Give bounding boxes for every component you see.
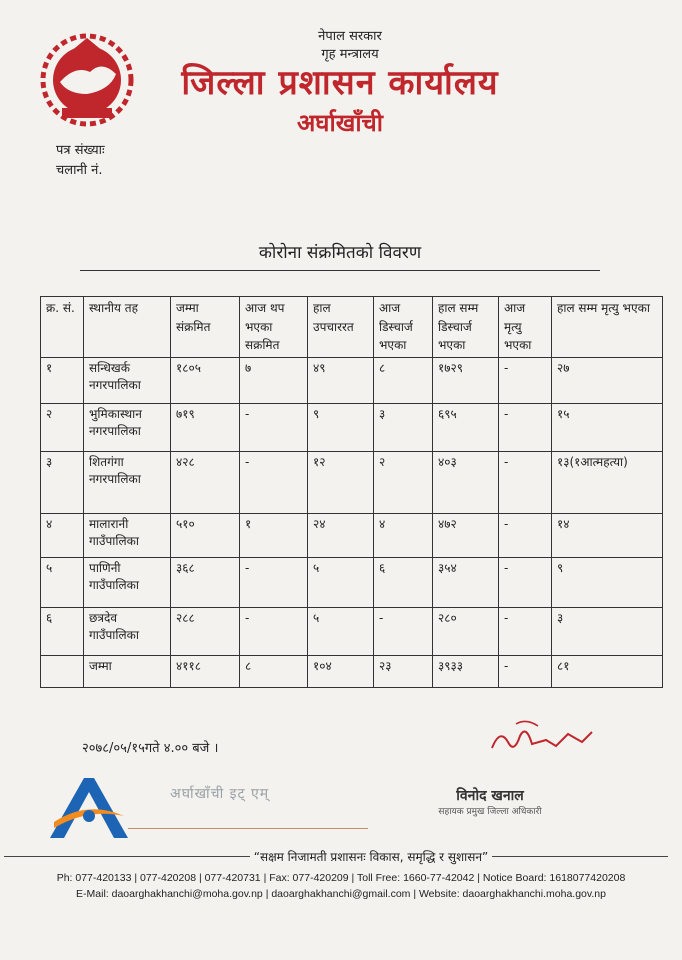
motto-divider-left: [4, 856, 250, 857]
table-cell: १: [41, 357, 84, 403]
table-cell: -: [499, 655, 552, 687]
table-cell: ३५४: [433, 557, 499, 607]
arghakhanchi-logo-icon: [44, 772, 132, 844]
handwritten-signature: [486, 714, 596, 762]
dispatch-number-label: चलानी नं.: [56, 163, 103, 178]
district-name: अर्घाखाँची: [296, 109, 384, 137]
column-header: हाल सम्म डिस्चार्ज भएका: [433, 297, 499, 358]
table-cell: ४: [374, 513, 433, 557]
brand-underline: [128, 828, 368, 829]
table-cell: ४७२: [433, 513, 499, 557]
table-cell: शितगंगा नगरपालिका: [84, 451, 171, 513]
contact-email-line: E-Mail: daoarghakhanchi@moha.gov.np | daoarghakhanchi@gmail.com | Website: daoarghakhanchi.moha.gov.np: [76, 888, 606, 900]
table-cell: १५: [552, 403, 663, 451]
table-cell: ४: [41, 513, 84, 557]
table-row: [41, 357, 663, 403]
table-cell: ८: [374, 357, 433, 403]
table-cell: -: [499, 403, 552, 451]
table-cell: ८१: [552, 655, 663, 687]
column-header: स्थानीय तह: [84, 297, 171, 358]
table-cell: ४२८: [171, 451, 240, 513]
table-cell: २८८: [171, 607, 240, 655]
table-cell: -: [499, 557, 552, 607]
table-cell: १८०५: [171, 357, 240, 403]
column-header: आज डिस्चार्ज भएका: [374, 297, 433, 358]
table-cell: ६: [374, 557, 433, 607]
column-header: हाल सम्म मृत्यु भएका: [552, 297, 663, 358]
government-name: नेपाल सरकार: [318, 29, 382, 44]
table-cell: १०४: [308, 655, 374, 687]
column-header: हाल उपचाररत: [308, 297, 374, 358]
table-cell: ६९५: [433, 403, 499, 451]
table-cell: जम्मा: [84, 655, 171, 687]
table-cell: -: [240, 557, 308, 607]
table-cell: ७: [240, 357, 308, 403]
table-row: [41, 451, 663, 513]
table-header-row: [41, 297, 663, 358]
table-cell: ३: [552, 607, 663, 655]
table-cell: ६: [41, 607, 84, 655]
table-cell: २: [41, 403, 84, 451]
table-cell: -: [240, 607, 308, 655]
column-header: आज मृत्यु भएका: [499, 297, 552, 358]
table-cell: ३: [374, 403, 433, 451]
table-cell: ४०३: [433, 451, 499, 513]
column-header: क्र. सं.: [41, 297, 84, 358]
table-cell: ७१९: [171, 403, 240, 451]
table-total-row: [41, 655, 663, 687]
table-cell: पाणिनी गाउँपालिका: [84, 557, 171, 607]
table-cell: ९: [552, 557, 663, 607]
motto-divider-right: [492, 856, 668, 857]
table-cell: १२: [308, 451, 374, 513]
table-cell: मालारानी गाउँपालिका: [84, 513, 171, 557]
table-cell: ५१०: [171, 513, 240, 557]
table-cell: ४११८: [171, 655, 240, 687]
officer-title: सहायक प्रमुख जिल्ला अधिकारी: [438, 807, 542, 817]
office-motto: “सक्षम निजामती प्रशासनः विकास, समृद्धि र सुशासन”: [253, 850, 489, 864]
table-cell: ९: [308, 403, 374, 451]
table-cell: ३: [41, 451, 84, 513]
table-cell: ३६८: [171, 557, 240, 607]
table-row: [41, 513, 663, 557]
brand-name: अर्घाखाँची इट् एम्: [170, 786, 270, 802]
table-cell: -: [499, 513, 552, 557]
table-cell: छत्रदेव गाउँपालिका: [84, 607, 171, 655]
table-cell: ५: [41, 557, 84, 607]
table-cell: -: [240, 403, 308, 451]
letter-number-label: पत्र संख्याः: [56, 143, 105, 158]
table-cell: -: [499, 357, 552, 403]
ministry-name: गृह मन्त्रालय: [321, 47, 379, 62]
table-cell: -: [374, 607, 433, 655]
report-title: कोरोना संक्रमितको विवरण: [258, 243, 422, 263]
table-cell: भुमिकास्थान नगरपालिका: [84, 403, 171, 451]
table-cell: १३(१आत्महत्या): [552, 451, 663, 513]
table-cell: २: [374, 451, 433, 513]
covid-report-table: [40, 296, 663, 688]
table-cell: ५: [308, 557, 374, 607]
officer-name: विनोद खनाल: [456, 788, 524, 804]
contact-phone-line: Ph: 077-420133 | 077-420208 | 077-420731 | Fax: 077-420209 | Toll Free: 1660-77-42042 | Notice Board: 1618077420208: [56, 872, 626, 884]
table-cell: २४: [308, 513, 374, 557]
table-cell: -: [499, 607, 552, 655]
table-row: [41, 557, 663, 607]
table-cell: ५: [308, 607, 374, 655]
column-header: आज थप भएका सक्रमित: [240, 297, 308, 358]
title-underline: [80, 270, 600, 271]
table-row: [41, 607, 663, 655]
table-cell: २७: [552, 357, 663, 403]
table-cell: ४९: [308, 357, 374, 403]
table-cell: सन्धिखर्क नगरपालिका: [84, 357, 171, 403]
table-cell: -: [499, 451, 552, 513]
table-cell: १: [240, 513, 308, 557]
table-cell: २८०: [433, 607, 499, 655]
table-cell: ३९३३: [433, 655, 499, 687]
column-header: जम्मा संक्रमित: [171, 297, 240, 358]
table-cell: २३: [374, 655, 433, 687]
table-cell: ८: [240, 655, 308, 687]
report-date: २०७८/०५/१५गते ४.०० बजे ।: [82, 741, 219, 756]
table-cell: १७२९: [433, 357, 499, 403]
table-cell: [41, 655, 84, 687]
table-row: [41, 403, 663, 451]
office-name: जिल्ला प्रशासन कार्यालय: [181, 63, 499, 103]
table-cell: -: [240, 451, 308, 513]
table-cell: १४: [552, 513, 663, 557]
